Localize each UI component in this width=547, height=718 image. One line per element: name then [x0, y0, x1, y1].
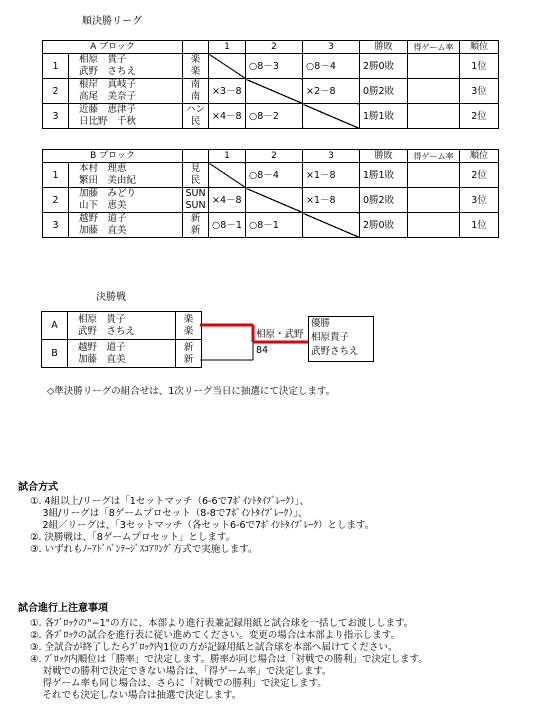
- club-name: 楽: [190, 54, 201, 65]
- league-header-cell: 1: [209, 41, 246, 54]
- rank: 3位: [460, 188, 499, 213]
- match-result: ×3－8: [209, 79, 246, 104]
- match-result: ×1－8: [303, 188, 360, 213]
- game-rate: [408, 54, 460, 79]
- format-item: 3組/リーグは「8ゲームプロセット（8-8で7ﾎﾟｲﾝﾄﾀｲﾌﾞﾚｰｸ）」、: [30, 508, 308, 519]
- notes-item: それでも決定しない場合は抽選で決定します。: [30, 690, 242, 701]
- final-title: 決勝戦: [96, 292, 126, 303]
- match-result: ○8－4: [246, 163, 303, 188]
- rank: 2位: [460, 104, 499, 129]
- notes-item: ①. 各ﾌﾞﾛｯｸの"−1"の方に、本部より進行表兼記録用紙と試合球を一括してお渡しします。: [30, 618, 414, 629]
- match-result: [246, 188, 303, 213]
- league-header-cell: 2: [246, 41, 303, 54]
- player-names: [69, 163, 183, 188]
- final-score: 84: [256, 345, 269, 356]
- player-name: 越野 道子: [79, 213, 127, 224]
- rank: 1位: [460, 213, 499, 238]
- player-names: [69, 104, 183, 129]
- match-result: ○8－1: [209, 213, 246, 238]
- final-result-box: [308, 316, 374, 362]
- club-name: 見: [190, 163, 201, 174]
- rank: 3位: [460, 79, 499, 104]
- league-header-cell: [183, 41, 209, 54]
- league-header-row: [43, 41, 499, 54]
- player-name: 高尾 美奈子: [79, 91, 137, 102]
- league-row: [43, 188, 499, 213]
- match-result: ×4－8: [209, 104, 246, 129]
- match-result: ×2－8: [303, 79, 360, 104]
- player-clubs: [183, 79, 209, 104]
- league-header-cell: 3: [303, 150, 360, 163]
- row-number: 1: [43, 54, 69, 79]
- player-name: 加藤 みどり: [79, 188, 137, 199]
- draw-note: ◇準決勝リーグの組合せは、1次リーグ当日に抽選にて決定します。: [47, 386, 336, 397]
- notes-item: ③. 全試合が終了したらﾌﾞﾛｯｸ内1位の方が記録用紙と試合球を本部へ届けてください。: [30, 642, 398, 653]
- player-name: 山下 恵美: [79, 200, 127, 211]
- game-rate: [408, 104, 460, 129]
- final-winner-label: 相原・武野: [256, 329, 304, 340]
- league-header-cell: 順位: [460, 150, 499, 163]
- club-name: SUN: [185, 188, 206, 199]
- club-name: 新: [190, 213, 201, 224]
- league-header-cell: 1: [209, 150, 246, 163]
- league-row: [43, 104, 499, 129]
- rank: 1位: [460, 54, 499, 79]
- match-result: ○8－2: [246, 104, 303, 129]
- club-name: 民: [190, 116, 201, 127]
- match-result: ○8－4: [303, 54, 360, 79]
- league-row: [43, 163, 499, 188]
- format-item: ③. いずれもﾉｰｱﾄﾞﾊﾞﾝﾃｰｼﾞｽｺｱﾘﾝｸﾞ方式で実施します。: [30, 544, 258, 555]
- player-clubs: [183, 213, 209, 238]
- final-a-label: A: [42, 312, 68, 340]
- player-names: [69, 213, 183, 238]
- format-item: ②. 決勝戦は、「8ゲームプロセット」とします。: [30, 532, 236, 543]
- win-loss-record: 1勝1敗: [360, 163, 408, 188]
- league-header-row: [43, 150, 499, 163]
- player-name: 根岸 真岐子: [79, 79, 137, 90]
- player-names: [69, 54, 183, 79]
- final-bracket-table: [41, 311, 202, 368]
- player-name: 日比野 千秋: [79, 116, 137, 127]
- format-title: 試合方式: [18, 482, 58, 493]
- win-loss-record: 1勝1敗: [360, 104, 408, 129]
- match-result: [246, 79, 303, 104]
- final-b-label: B: [42, 340, 68, 368]
- player-name: 繁田 美由紀: [79, 175, 137, 186]
- win-loss-record: 0勝2敗: [360, 188, 408, 213]
- league-header-cell: B ブロック: [43, 150, 183, 163]
- league-row: [43, 79, 499, 104]
- rank: 2位: [460, 163, 499, 188]
- final-a-names: 相原 貴子 武野 さちえ: [68, 312, 176, 340]
- row-number: 3: [43, 104, 69, 129]
- match-result: ○8－3: [246, 54, 303, 79]
- final-a-clubs: 楽 楽: [176, 312, 202, 340]
- row-number: 2: [43, 188, 69, 213]
- match-result: [303, 104, 360, 129]
- league-row: [43, 54, 499, 79]
- club-name: ハン: [185, 104, 205, 115]
- league-header-cell: [183, 150, 209, 163]
- game-rate: [408, 213, 460, 238]
- player-clubs: [183, 54, 209, 79]
- block-b-table: [42, 149, 499, 238]
- player-name: 相原 貴子: [79, 54, 127, 65]
- league-header-cell: 勝敗: [360, 41, 408, 54]
- player-name: 近藤 恵津子: [79, 104, 137, 115]
- club-name: 南: [190, 79, 201, 90]
- player-clubs: [183, 104, 209, 129]
- player-name: 武野 さちえ: [79, 66, 137, 77]
- player-clubs: [183, 163, 209, 188]
- row-number: 1: [43, 163, 69, 188]
- win-loss-record: 0勝2敗: [360, 79, 408, 104]
- club-name: 南: [190, 91, 201, 102]
- notes-item: ②. 各ﾌﾞﾛｯｸの試合を進行表に従い進めてください。変更の場合は本部より指示します。: [30, 630, 401, 641]
- final-result-title: 優勝: [311, 318, 331, 329]
- player-names: [69, 79, 183, 104]
- league-header-cell: A ブロック: [43, 41, 183, 54]
- match-result: [209, 163, 246, 188]
- player-names: [69, 188, 183, 213]
- format-item: ①. 4組以上/リーグは「1セットマッチ（6-6で7ﾎﾟｲﾝﾄﾀｲﾌﾞﾚｰｸ）」、: [30, 496, 310, 507]
- league-header-cell: 得ゲーム率: [408, 41, 460, 54]
- match-result: ○8－1: [246, 213, 303, 238]
- final-b-names: 越野 道子 加藤 直美: [68, 340, 176, 368]
- game-rate: [408, 163, 460, 188]
- league-header-cell: 2: [246, 150, 303, 163]
- player-name: 本村 理恵: [79, 163, 127, 174]
- notes-item: 得ゲーム率も同じ場合は、さらに「対戦での勝利」で決定します。: [30, 678, 327, 689]
- win-loss-record: 2勝0敗: [360, 54, 408, 79]
- league-row: [43, 213, 499, 238]
- final-result-name-1: 相原貴子: [311, 332, 350, 343]
- format-item: 2組／リーグは、「3セットマッチ（各セット6-6で7ﾎﾟｲﾝﾄﾀｲﾌﾞﾚｰｸ）とします。: [30, 520, 375, 531]
- match-result: ×1－8: [303, 163, 360, 188]
- league-header-cell: 得ゲーム率: [408, 150, 460, 163]
- win-loss-record: 2勝0敗: [360, 213, 408, 238]
- match-result: [209, 54, 246, 79]
- league-header-cell: 3: [303, 41, 360, 54]
- row-number: 2: [43, 79, 69, 104]
- club-name: SUN: [185, 200, 206, 211]
- final-b-clubs: 新 新: [176, 340, 202, 368]
- notes-item: ④. ﾌﾞﾛｯｸ内順位は「勝率」で決定します。勝率が同じ場合は「対戦での勝利」で決定します。: [30, 654, 428, 665]
- game-rate: [408, 188, 460, 213]
- notes-title: 試合進行上注意事項: [18, 603, 108, 614]
- league-header-cell: 順位: [460, 41, 499, 54]
- page-title: 順決勝リーグ: [82, 16, 142, 27]
- block-a-table: [42, 40, 499, 129]
- match-result: ×4－8: [209, 188, 246, 213]
- player-name: 加藤 直美: [79, 225, 127, 236]
- notes-item: 対戦での勝利で決定できない場合は、「得ゲーム率」で決定します。: [30, 666, 332, 677]
- club-name: 楽: [190, 66, 201, 77]
- club-name: 新: [190, 225, 201, 236]
- row-number: 3: [43, 213, 69, 238]
- player-clubs: [183, 188, 209, 213]
- club-name: 民: [190, 175, 201, 186]
- final-result-name-2: 武野さちえ: [311, 346, 359, 357]
- game-rate: [408, 79, 460, 104]
- league-header-cell: 勝敗: [360, 150, 408, 163]
- match-result: [303, 213, 360, 238]
